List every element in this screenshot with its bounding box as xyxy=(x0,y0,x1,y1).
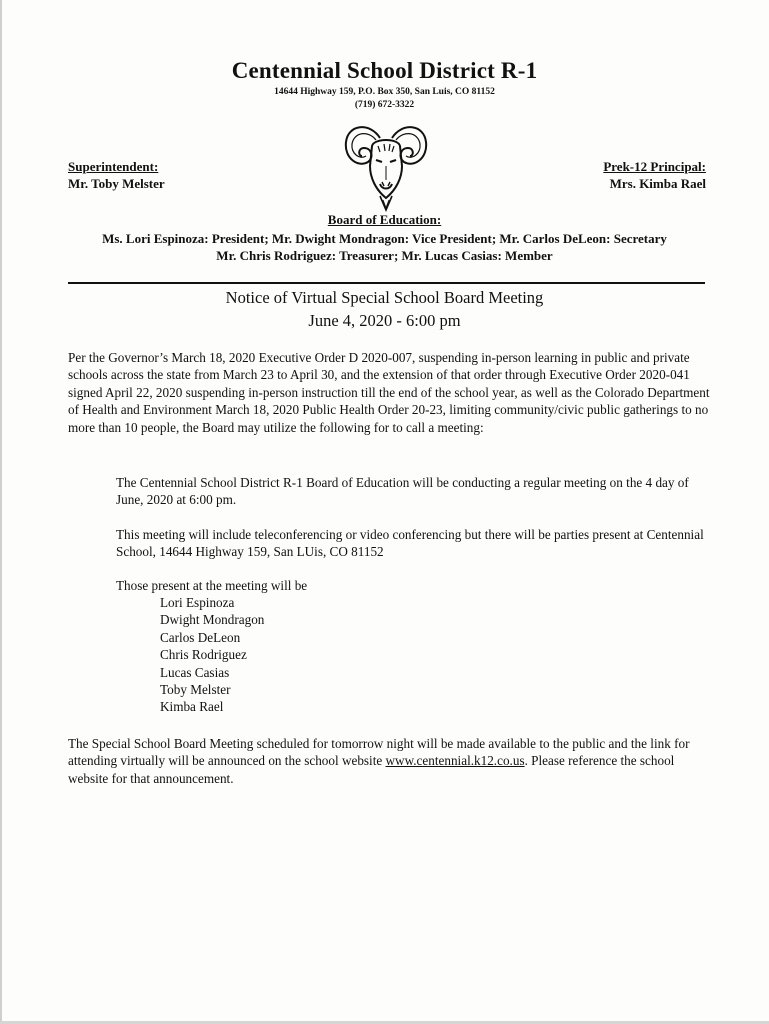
board-label: Board of Education: xyxy=(327,212,442,227)
notice-title: Notice of Virtual Special School Board Meeting xyxy=(225,288,544,307)
attendee-item: Dwight Mondragon xyxy=(160,612,265,628)
district-title: Centennial School District R-1 xyxy=(231,58,538,83)
attendee-item: Carlos DeLeon xyxy=(160,629,241,645)
board-members-line-1: Ms. Lori Espinoza: President; Mr. Dwight Mondragon: Vice President; Mr. Carlos DeLeon: Secretary xyxy=(102,231,667,246)
special-meeting-paragraph xyxy=(68,735,710,787)
present-intro: Those present at the meeting will be xyxy=(116,578,308,593)
intro-paragraph: Per the Governor’s March 18, 2020 Executive Order D 2020-007, suspending in-person learning in public and private schools across the state from March 23 to April 30, and the extension of that order through Executive Order 2020-041 signed April 22, 2020 suspending in-person instruction till the end of the school year, as well as the Colorado Department of Health and Environment March 18, 2020 Public Health Order 20-23, limiting community/civic public gatherings to no more than 10 people, the Board may utilize the following for to call a meeting: xyxy=(68,350,710,435)
attendee-item: Lucas Casias xyxy=(160,664,230,680)
conducting-paragraph: The Centennial School District R-1 Board of Education will be conducting a regular meeting on the 4 day of June, 2020 at 6:00 pm. xyxy=(116,475,689,508)
superintendent-label: Superintendent: xyxy=(68,159,159,174)
district-phone: (719) 672-3322 xyxy=(354,100,415,110)
ram-logo-icon xyxy=(340,116,432,212)
attendee-list xyxy=(160,594,264,716)
special-text-end: . Please reference the school website for that announcement. xyxy=(68,753,675,786)
attendee-item: Chris Rodriguez xyxy=(160,647,247,663)
superintendent-name: Mr. Toby Melster xyxy=(68,176,165,191)
teleconference-paragraph: This meeting will include teleconferencing or video conferencing but there will be parties present at Centennial School, 14644 Highway 159, San LUis, CO 81152 xyxy=(116,527,704,560)
principal-name: Mrs. Kimba Rael xyxy=(609,176,706,191)
header-divider xyxy=(68,282,705,284)
attendee-item: Lori Espinoza xyxy=(160,595,235,610)
scan-edge-left xyxy=(0,0,2,1024)
board-members-line-2: Mr. Chris Rodriguez: Treasurer; Mr. Lucas Casias: Member xyxy=(216,248,553,263)
attendee-item: Toby Melster xyxy=(160,682,231,698)
school-website-link[interactable]: www.centennial.k12.co.us xyxy=(385,753,525,769)
attendee-item: Kimba Rael xyxy=(160,699,224,715)
special-text-start: The Special School Board Meeting scheduled for tomorrow night will be made available to the public and the link for attending virtually will be announced on the school website xyxy=(68,736,690,769)
district-address: 14644 Highway 159, P.O. Box 350, San Luis, CO 81152 xyxy=(274,87,495,97)
notice-date: June 4, 2020 - 6:00 pm xyxy=(308,311,461,330)
principal-label: Prek-12 Principal: xyxy=(603,159,706,174)
